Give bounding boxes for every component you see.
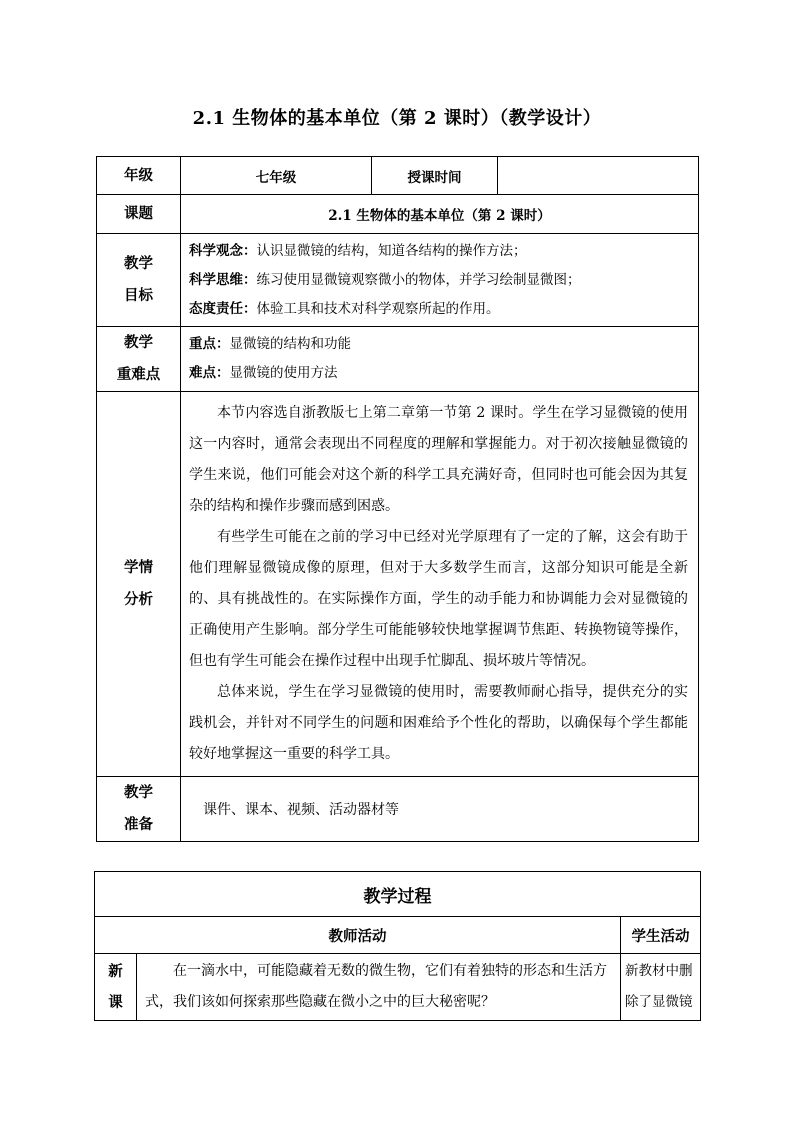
analysis-content [181, 392, 699, 777]
new-lesson-label-line2: 课 [108, 994, 123, 1011]
goal-text: 体验工具和技术对科学观察所起的作用。 [256, 300, 500, 317]
lesson-info-table [96, 156, 699, 842]
teacher-activity-header: 教师活动 [95, 917, 621, 954]
difficulty-text: 显微镜的使用方法 [229, 365, 338, 381]
process-title: 教学过程 [95, 872, 701, 917]
prep-label-line1: 教学 [124, 784, 153, 801]
difficulty-key: 难点： [189, 365, 230, 381]
analysis-label [97, 392, 181, 777]
time-value [498, 157, 699, 195]
goal-item [181, 237, 698, 266]
prep-content: 课件、课本、视频、活动器材等 [181, 777, 699, 842]
grade-value: 七年级 [181, 157, 372, 195]
goals-label-line2: 目标 [124, 287, 153, 304]
goal-item [181, 266, 698, 295]
student-activity-cell: 新教材中删除了显微镜 [621, 954, 701, 1021]
topic-value: 2.1 生物体的基本单位（第 2 课时） [181, 195, 699, 234]
analysis-paragraph: 本节内容选自浙教版七上第二章第一节第 2 课时。学生在学习显微镜的使用这一内容时，通常会表现出不同程度的理解和掌握能力。对于初次接触显微镜的学生来说，他们可能会对这个新的科学工具充满好奇，但同时也可能会因为其复杂的结构和操作步骤而感到困惑。 [189, 405, 688, 514]
teacher-activity-cell [137, 954, 621, 1021]
goal-key: 科学思维： [189, 271, 257, 288]
goal-key: 科学观念： [189, 242, 257, 259]
goal-key: 态度责任： [189, 300, 257, 317]
new-lesson-label [95, 954, 137, 1021]
teaching-process-table [94, 871, 701, 1021]
teacher-activity-text: 在一滴水中，可能隐藏着无数的微生物，它们有着独特的形态和生活方式，我们该如何探索那些隐藏在微小之中的巨大秘密呢？ [145, 963, 607, 1010]
grade-label: 年级 [97, 157, 181, 195]
goals-content [181, 234, 699, 327]
document-title: 2.1 生物体的基本单位（第 2 课时）（教学设计） [192, 108, 602, 129]
difficulty-label-line2: 重难点 [116, 366, 161, 383]
topic-label: 课题 [97, 195, 181, 234]
goal-item [181, 295, 698, 324]
goals-label-line1: 教学 [124, 255, 153, 272]
analysis-paragraph: 总体来说，学生在学习显微镜的使用时，需要教师耐心指导，提供充分的实践机会，并针对不同学生的问题和困难给予个性化的帮助，以确保每个学生都能较好地掌握这一重要的科学工具。 [189, 684, 688, 762]
goal-text: 认识显微镜的结构，知道各结构的操作方法； [256, 242, 527, 259]
new-lesson-label-line1: 新 [108, 963, 123, 980]
goal-text: 练习使用显微镜观察微小的物体，并学习绘制显微图； [256, 271, 581, 288]
analysis-label-line2: 分析 [124, 591, 153, 608]
student-activity-header: 学生活动 [621, 917, 701, 954]
difficulty-label [97, 327, 181, 392]
time-label: 授课时间 [372, 157, 498, 195]
difficulty-text: 显微镜的结构和功能 [229, 336, 351, 352]
prep-label [97, 777, 181, 842]
difficulty-label-line1: 教学 [124, 334, 153, 351]
difficulty-item [181, 359, 698, 388]
prep-label-line2: 准备 [124, 816, 153, 833]
analysis-paragraph: 有些学生可能在之前的学习中已经对光学原理有了一定的了解，这会有助于他们理解显微镜成像的原理，但对于大多数学生而言，这部分知识可能是全新的、具有挑战性的。在实际操作方面，学生的动手能力和协调能力会对显微镜的正确使用产生影响。部分学生可能能够较快地掌握调节焦距、转换物镜等操作，但也有学生可能会在操作过程中出现手忙脚乱、损坏玻片等情况。 [189, 529, 688, 669]
difficulty-key: 重点： [189, 336, 230, 352]
difficulty-item [181, 330, 698, 359]
analysis-label-line1: 学情 [124, 559, 153, 576]
goals-label [97, 234, 181, 327]
difficulty-content [181, 327, 699, 392]
